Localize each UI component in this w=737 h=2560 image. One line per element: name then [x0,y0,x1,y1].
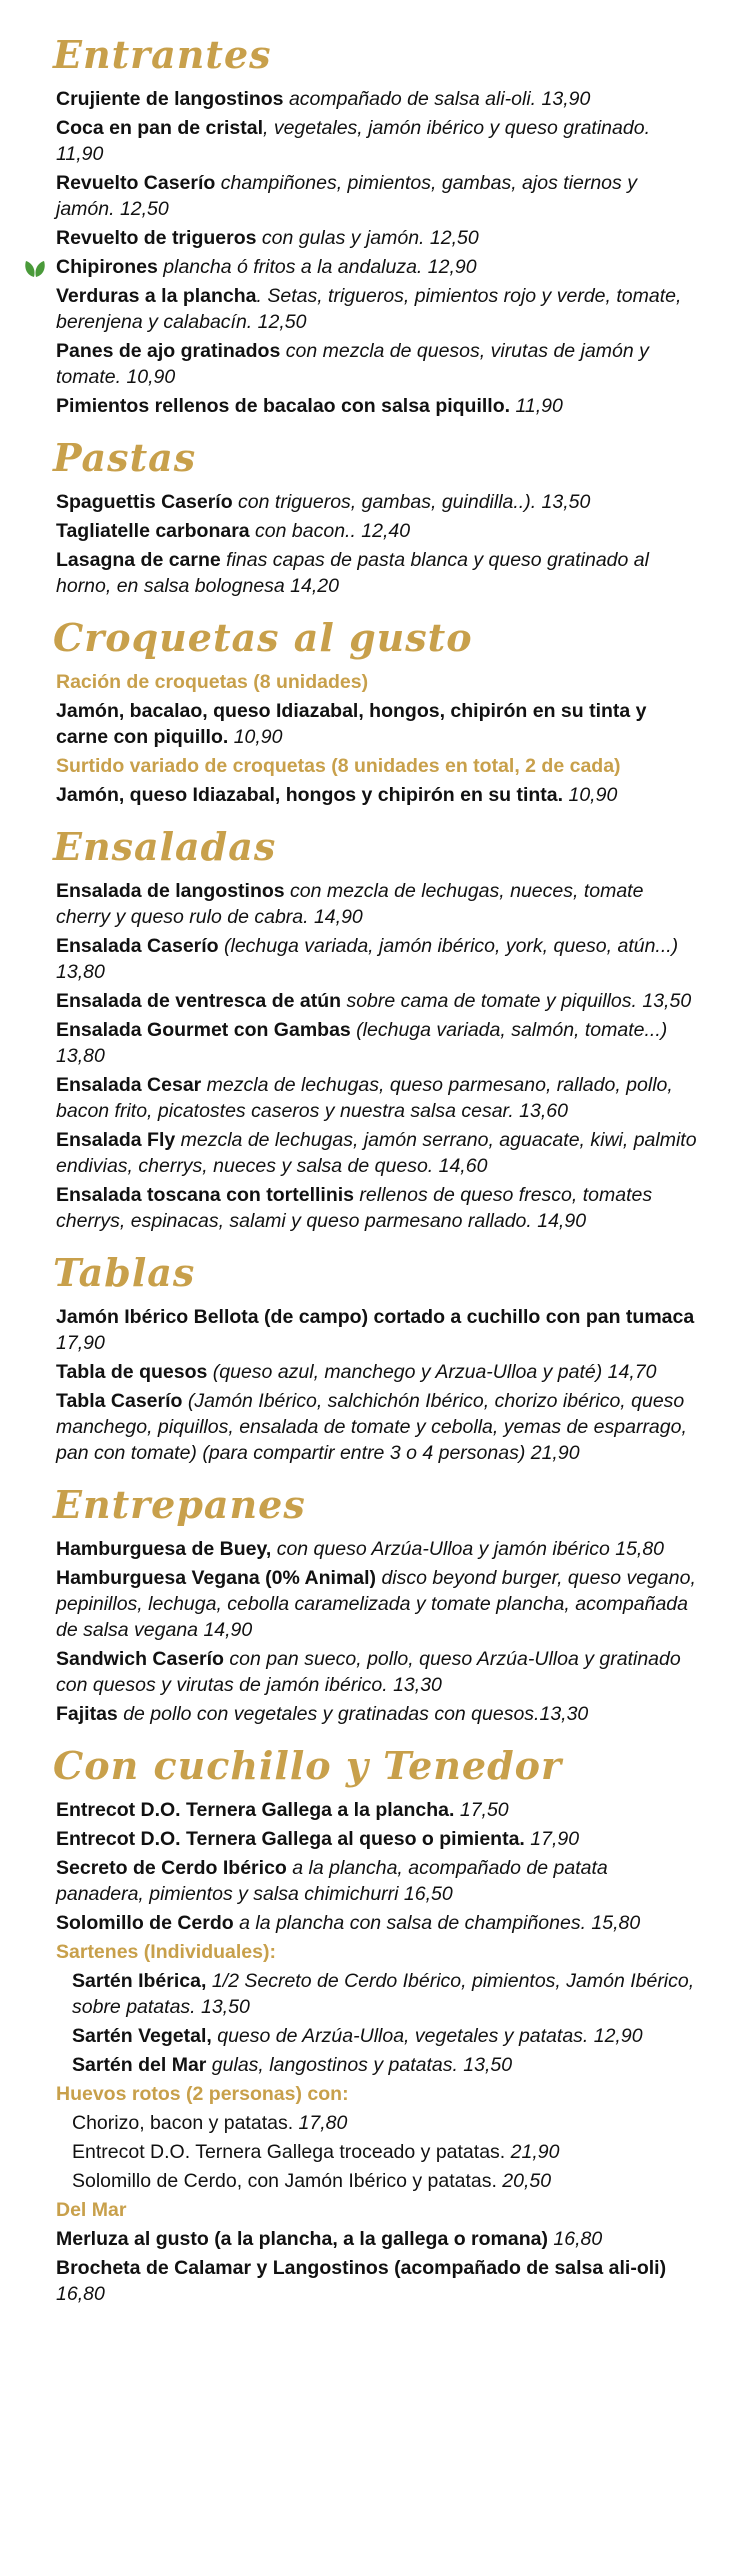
item-name: Solomillo de Cerdo, con Jamón Ibérico y patatas. [72,2170,497,2192]
menu-item [56,782,697,808]
item-name: Sandwich Caserío [56,1648,224,1670]
menu-item [56,2255,697,2307]
item-name: Ensalada de ventresca de atún [56,990,342,1012]
menu-item [56,1388,697,1466]
menu-item [56,1910,697,1936]
item-desc: a la plancha, acompañado de patata panadera, pimientos y salsa chimichurri 16,50 [56,1857,608,1905]
item-desc: con queso Arzúa-Ulloa y jamón ibérico 15,80 [271,1538,665,1560]
item-name: Lasagna de carne [56,549,221,571]
menu-item [56,1072,697,1124]
item-desc: con mezcla de lechugas, nueces, tomate cherry y queso rulo de cabra. 14,90 [56,880,644,928]
item-desc: (lechuga variada, salmón, tomate...) 13,80 [56,1019,668,1067]
item-desc: finas capas de pasta blanca y queso gratinado al horno, en salsa bolognesa 14,20 [56,549,649,597]
item-desc: champiñones, pimientos, gambas, ajos tiernos y jamón. 12,50 [56,172,637,220]
menu-item [56,2110,697,2136]
item-desc: 10,90 [563,784,618,806]
heading-pastas: Pastas [53,435,197,480]
section-croquetas [53,613,697,808]
item-name: Jamón Ibérico Bellota (de campo) cortado a cuchillo con pan tumaca [56,1306,695,1328]
menu-item [56,2139,697,2165]
item-desc: con mezcla de quesos, virutas de jamón y tomate. 10,90 [56,340,649,388]
item-name: Secreto de Cerdo Ibérico [56,1857,287,1879]
menu-item [56,254,697,280]
menu-item [56,393,697,419]
item-name: Chorizo, bacon y patatas. [72,2112,294,2134]
menu-item [56,170,697,222]
heading-ensaladas: Ensaladas [53,824,277,869]
menu-item [56,933,697,985]
item-desc: 1/2 Secreto de Cerdo Ibérico, pimientos, Jamón Ibérico, sobre patatas. 13,50 [72,1970,695,2018]
section-entrantes [53,30,697,419]
item-desc: (Jamón Ibérico, salchichón Ibérico, chorizo ibérico, queso manchego, piquillos, ensalada de tomate y cebolla, yemas de esparrago, pan con tomate) (para compartir entre 3 o 4 personas) 21,90 [56,1390,687,1464]
menu-item [56,2052,697,2078]
item-name: Solomillo de Cerdo [56,1912,234,1934]
heading-croquetas: Croquetas al gusto [53,615,473,660]
item-name: Entrecot D.O. Ternera Gallega a la plancha. [56,1799,455,1821]
item-name: Fajitas [56,1703,118,1725]
item-desc: a la plancha con salsa de champiñones. 15,80 [233,1912,641,1934]
menu-item [56,115,697,167]
item-name: Sartén Vegetal, [72,2025,212,2047]
menu-item [56,518,697,544]
menu-item [56,338,697,390]
menu-item [56,225,697,251]
menu-item [56,1855,697,1907]
menu-item [56,1826,697,1852]
section-ensaladas [53,822,697,1234]
item-desc: rellenos de queso fresco, tomates cherrys, espinacas, salami y queso parmesano rallado. 14,90 [56,1184,653,1232]
item-desc: gulas, langostinos y patatas. 13,50 [206,2054,513,2076]
item-name: Ensalada Cesar [56,1074,202,1096]
item-name: Sartén del Mar [72,2054,207,2076]
item-desc: plancha ó fritos a la andaluza. 12,90 [157,256,477,278]
menu-item [56,2023,697,2049]
item-name: Ensalada toscana con tortellinis [56,1184,355,1206]
menu-item [56,1797,697,1823]
item-desc: 16,80 [56,2283,105,2305]
item-name: Brocheta de Calamar y Langostinos (acompañado de salsa ali-oli) [56,2257,667,2279]
item-name: Coca en pan de cristal [56,117,263,139]
menu-item [56,878,697,930]
item-desc: sobre cama de tomate y piquillos. 13,50 [341,990,692,1012]
menu-item [56,1565,697,1643]
item-desc: con bacon.. 12,40 [249,520,411,542]
menu-item [56,547,697,599]
item-name: Entrecot D.O. Ternera Gallega troceado y patatas. [72,2141,506,2163]
item-name: Ensalada Fly [56,1129,176,1151]
menu-item [56,2168,697,2194]
item-name: Jamón, queso Idiazabal, hongos y chipirón en su tinta. [56,784,564,806]
item-name: Entrecot D.O. Ternera Gallega al queso o pimienta. [56,1828,525,1850]
item-desc: (lechuga variada, jamón ibérico, york, queso, atún...) 13,80 [56,935,679,983]
item-name: Tabla de quesos [56,1361,208,1383]
menu-item [56,1536,697,1562]
menu-item [56,283,697,335]
menu-item [56,1127,697,1179]
menu-item [56,1968,697,2020]
item-name: Ensalada Gourmet con Gambas [56,1019,351,1041]
heading-entrantes: Entrantes [53,32,272,77]
item-desc: 21,90 [505,2141,560,2163]
item-desc: 11,90 [510,395,563,417]
item-desc: (queso azul, manchego y Arzua-Ulloa y paté) 14,70 [207,1361,657,1383]
menu-item [56,1701,697,1727]
item-desc: 10,90 [228,726,283,748]
item-desc: 16,80 [547,2228,603,2250]
menu-item [56,1304,697,1356]
subheading: Surtido variado de croquetas (8 unidades en total, 2 de cada) [56,755,621,777]
heading-entrepanes: Entrepanes [53,1482,306,1527]
item-desc: . Setas, trigueros, pimientos rojo y verde, tomate, berenjena y calabacín. 12,50 [56,285,682,333]
item-desc: mezcla de lechugas, queso parmesano, rallado, pollo, bacon frito, picatostes caseros y nuestra salsa cesar. 13,60 [56,1074,673,1122]
menu-item [56,1359,697,1385]
item-desc: 17,50 [454,1799,509,1821]
subheading-del-mar: Del Mar [56,2199,127,2221]
heading-tablas: Tablas [53,1250,196,1295]
item-desc: con trigueros, gambas, guindilla..). 13,50 [232,491,591,513]
item-name: Revuelto Caserío [56,172,216,194]
menu-item [56,489,697,515]
item-name: Ensalada Caserío [56,935,219,957]
menu-item [56,86,697,112]
menu-item [56,1182,697,1234]
item-name: Spaguettis Caserío [56,491,233,513]
subheading: Ración de croquetas (8 unidades) [56,671,369,693]
item-desc: , vegetales, jamón ibérico y queso gratinado. 11,90 [56,117,650,165]
item-name: Panes de ajo gratinados [56,340,281,362]
item-name: Jamón, bacalao, queso Idiazabal, hongos, chipirón en su tinta y carne con piquillo. [56,700,647,748]
menu-item [56,698,697,750]
section-entrepanes [53,1480,697,1727]
item-desc: disco beyond burger, queso vegano, pepinillos, lechuga, cebolla caramelizada y tomate plancha, acompañada de salsa vegana 14,90 [56,1567,696,1641]
subheading-sartenes: Sartenes (Individuales): [56,1941,276,1963]
item-name: Revuelto de trigueros [56,227,257,249]
menu-item [56,988,697,1014]
item-name: Crujiente de langostinos [56,88,284,110]
item-name: Ensalada de langostinos [56,880,285,902]
item-name: Chipirones [56,256,158,278]
item-desc: queso de Arzúa-Ulloa, vegetales y patatas. 12,90 [211,2025,643,2047]
item-desc: con pan sueco, pollo, queso Arzúa-Ulloa y gratinado con quesos y virutas de jamón ibérico. 13,30 [56,1648,681,1696]
item-desc: mezcla de lechugas, jamón serrano, aguacate, kiwi, palmito endivias, cherrys, nueces y salsa de queso. 14,60 [56,1129,697,1177]
section-cuchillo-tenedor [53,1741,697,2307]
item-name: Tagliatelle carbonara [56,520,250,542]
item-name: Verduras a la plancha [56,285,257,307]
item-desc: 17,80 [293,2112,348,2134]
item-name: Merluza al gusto (a la plancha, a la gallega o romana) [56,2228,548,2250]
item-name: Tabla Caserío [56,1390,183,1412]
menu-item [56,1646,697,1698]
menu-item [56,1017,697,1069]
item-name: Sartén Ibérica, [72,1970,207,1992]
item-desc: 17,90 [56,1332,105,1354]
item-desc: acompañado de salsa ali-oli. 13,90 [283,88,591,110]
item-name: Hamburguesa de Buey, [56,1538,272,1560]
item-desc: de pollo con vegetales y gratinadas con quesos.13,30 [117,1703,589,1725]
item-desc: 20,50 [496,2170,552,2192]
item-desc: 17,90 [524,1828,580,1850]
subheading-huevos-rotos: Huevos rotos (2 personas) con: [56,2083,349,2105]
menu-item [56,2226,697,2252]
section-tablas [53,1248,697,1466]
item-name: Pimientos rellenos de bacalao con salsa piquillo. [56,395,511,417]
item-name: Hamburguesa Vegana (0% Animal) [56,1567,377,1589]
leaf-icon [22,257,48,279]
item-desc: con gulas y jamón. 12,50 [256,227,479,249]
heading-cuchillo-tenedor: Con cuchillo y Tenedor [53,1743,563,1788]
section-pastas [53,433,697,599]
